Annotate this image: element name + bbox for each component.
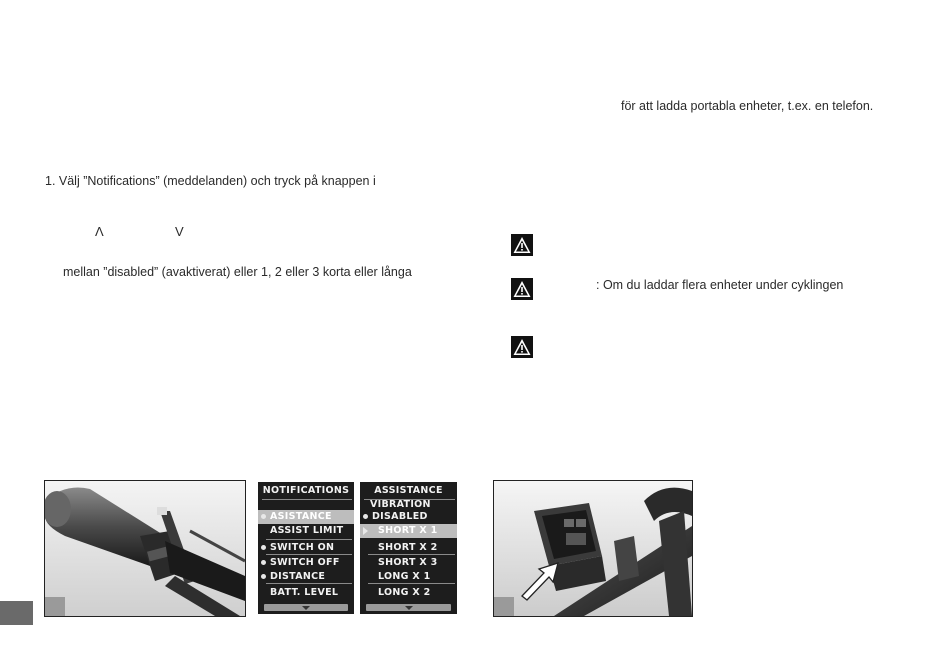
display-mount-illustration [494,481,692,616]
menu-item-long-x2[interactable]: LONG X 2 [378,587,431,598]
menu-item-switch-on[interactable]: SWITCH ON [258,541,354,555]
bullet-icon [261,514,266,519]
warning-triangle-icon [511,234,533,256]
menu-item-short-x3[interactable]: SHORT X 3 [378,557,438,568]
menu-item-short-x2[interactable]: SHORT X 2 [378,542,438,553]
up-button-symbol: Λ [95,224,104,239]
menu-item-switch-off[interactable]: SWITCH OFF [258,556,354,570]
scroll-down-indicator [366,604,451,611]
display-screen-notifications [258,482,354,614]
bullet-icon [261,545,266,550]
menu-item-batt-level[interactable]: BATT. LEVEL [270,587,339,598]
menu-item-distance[interactable]: DISTANCE [258,570,354,584]
menu-item-long-x1[interactable]: LONG X 1 [378,571,431,582]
warning-text-multiple-devices: : Om du laddar flera enheter under cyklingen [596,278,844,292]
divider [266,539,352,540]
right-text-charging-devices: för att ladda portabla enheter, t.ex. en telefon. [621,99,874,113]
divider [368,554,455,555]
handlebar-remote-illustration [45,481,245,616]
screen-subtitle: VIBRATION [370,499,431,510]
selection-arrow-icon [363,527,368,535]
divider [262,499,352,500]
bullet-icon [261,560,266,565]
photo-handlebar-remote [44,480,246,617]
menu-item-asistance[interactable]: ASISTANCE [258,510,354,524]
warning-triangle-icon [511,336,533,358]
photo-corner-marker [45,597,65,616]
bullet-icon [363,514,368,519]
vibration-options-text: mellan ”disabled” (avaktiverat) eller 1, 2 eller 3 korta eller långa [63,265,412,279]
screen-title: NOTIFICATIONS [262,485,350,496]
menu-item-short-x1[interactable]: SHORT X 1 [360,524,457,538]
warning-triangle-icon [511,278,533,300]
divider [266,554,352,555]
scroll-down-indicator [264,604,348,611]
divider [266,583,352,584]
menu-item-assist-limit[interactable]: ASSIST LIMIT [270,525,344,536]
bullet-icon [261,574,266,579]
photo-display-usb-port [493,480,693,617]
screen-title: ASSISTANCE [374,485,443,496]
page-number-tab [0,601,33,625]
photo-corner-marker [494,597,514,616]
menu-item-disabled[interactable]: DISABLED [360,510,457,524]
down-button-symbol: V [175,224,184,239]
step-1-text: 1. Välj ”Notifications” (meddelanden) och tryck på knappen i [45,174,376,188]
display-screen-vibration [360,482,457,614]
divider [368,583,455,584]
